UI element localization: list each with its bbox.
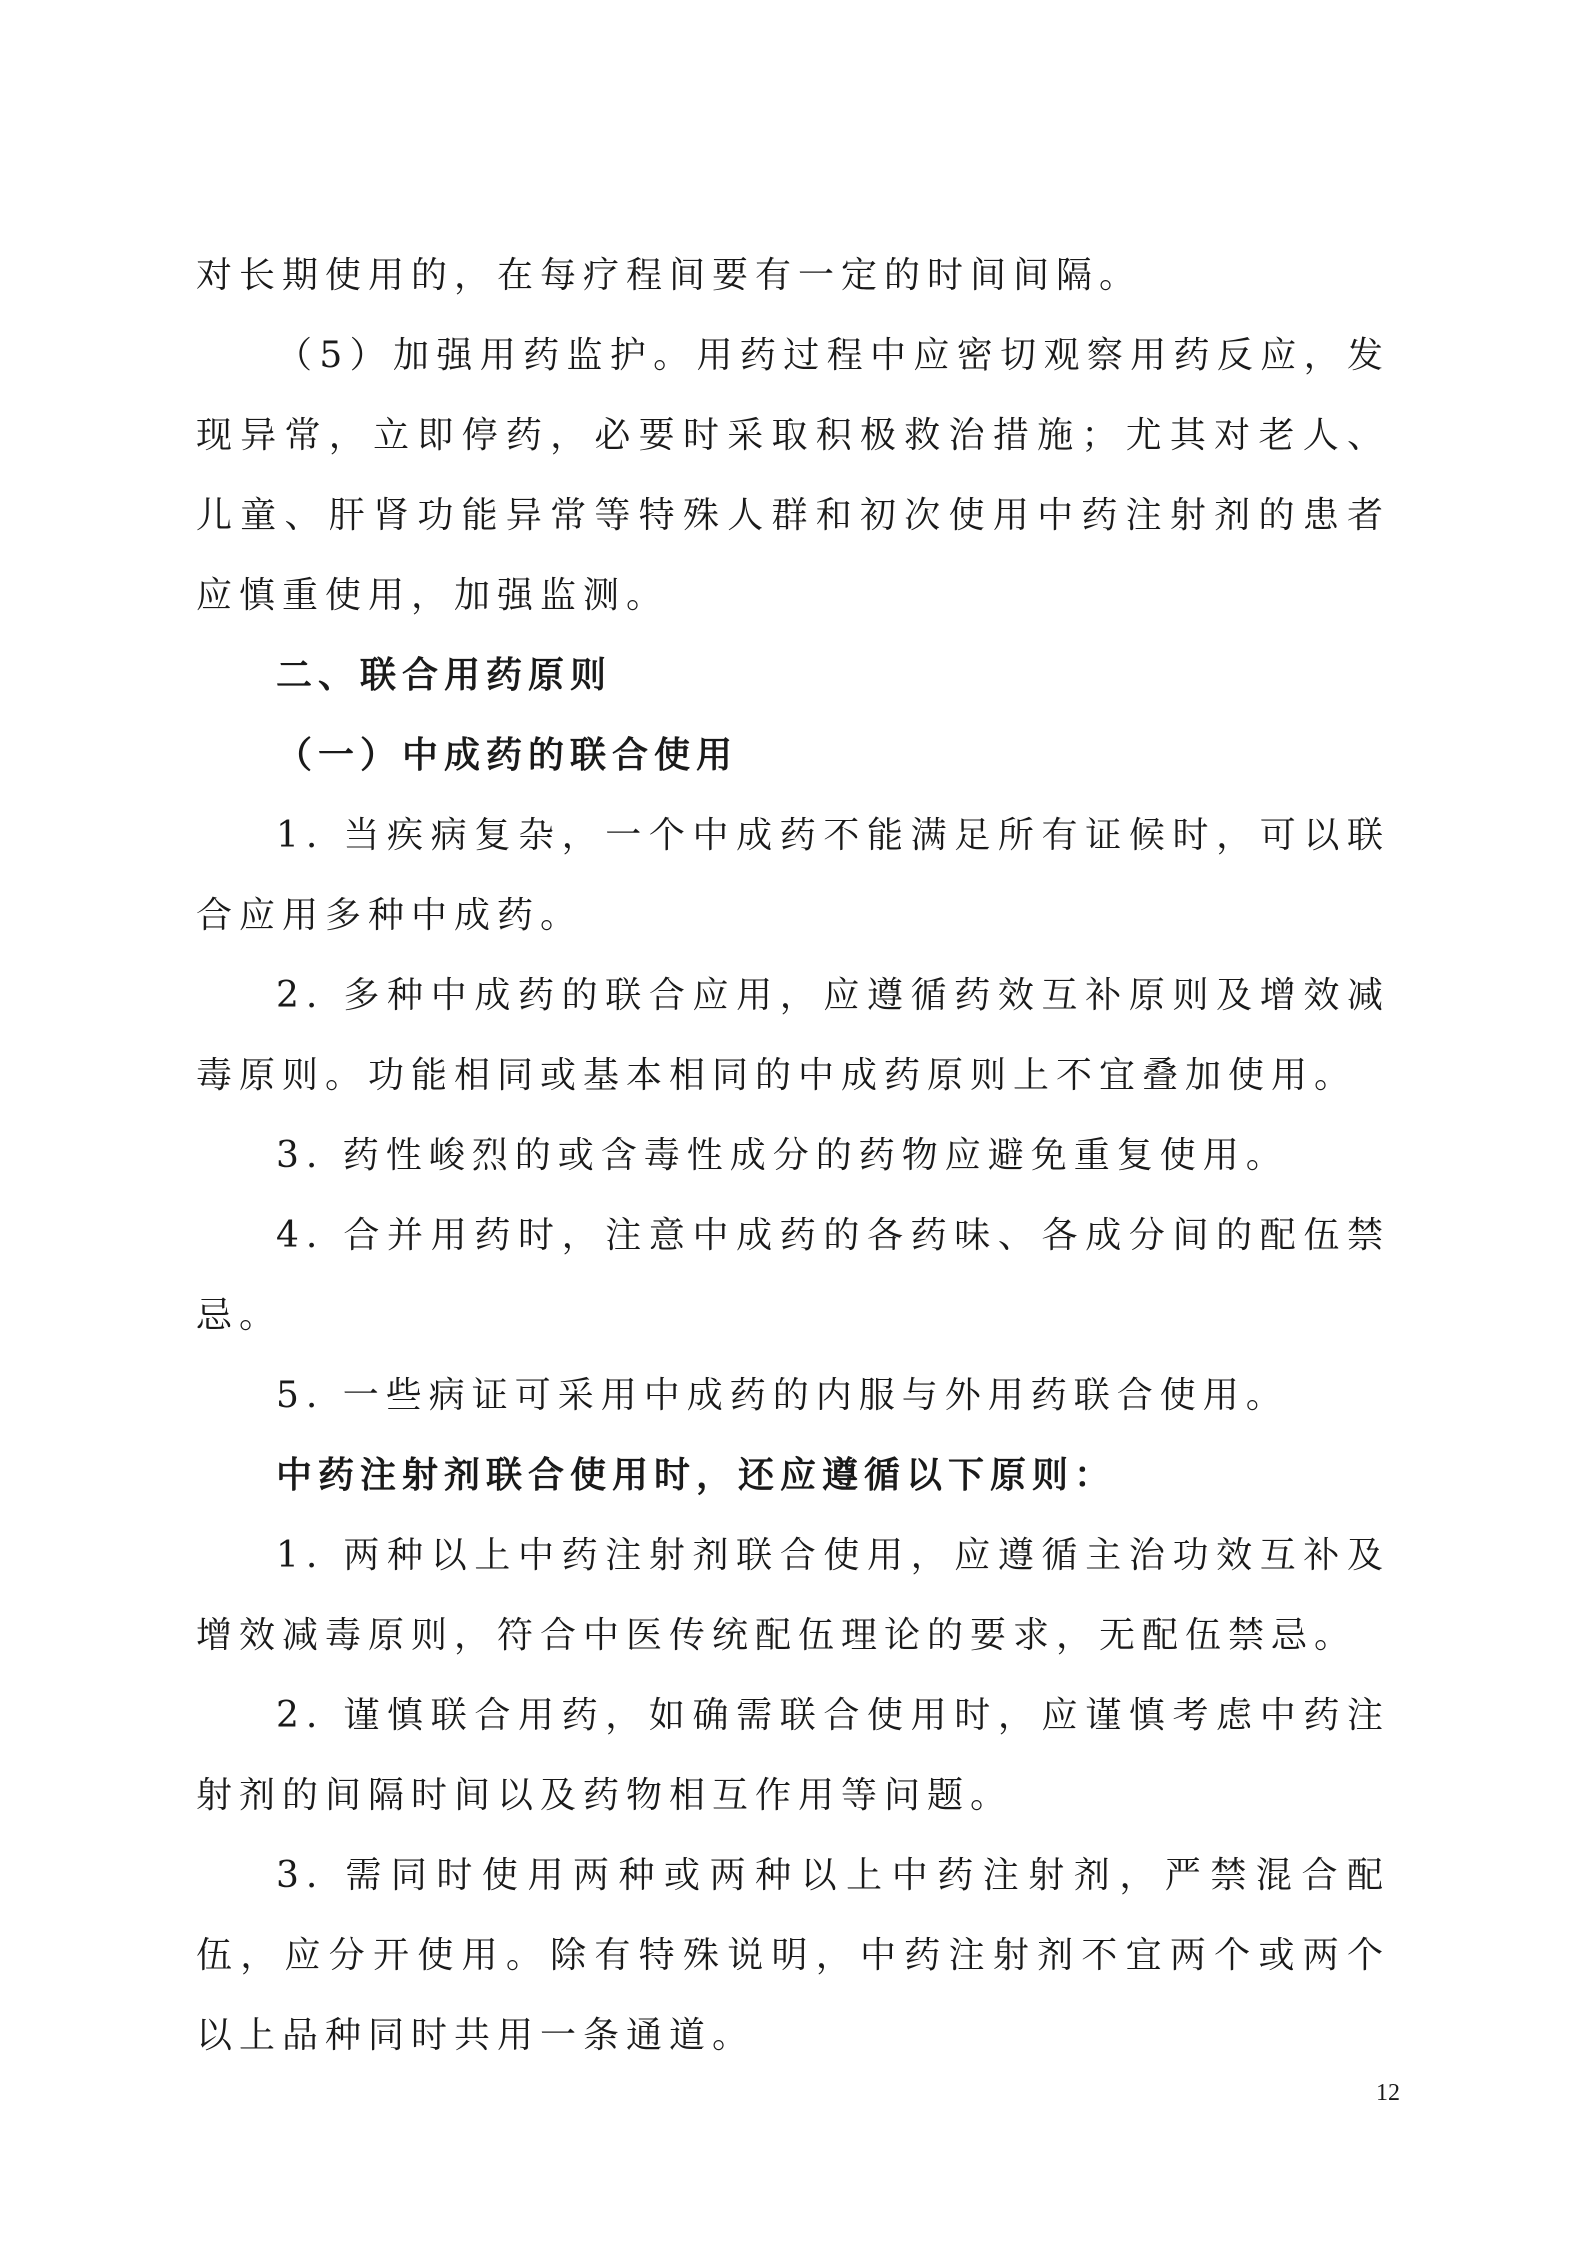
list-item: 1. 两种以上中药注射剂联合使用，应遵循主治功效互补及增效减毒原则，符合中医传统配伍理论的要求，无配伍禁忌。 xyxy=(196,1535,1390,1656)
list-item: 2. 多种中成药的联合应用，应遵循药效互补原则及增效减毒原则。功能相同或基本相同的中成药原则上不宜叠加使用。 xyxy=(196,975,1390,1096)
body-text xyxy=(196,236,1390,2076)
continued-paragraph: 对长期使用的，在每疗程间要有一定的时间间隔。 xyxy=(196,255,1143,296)
page-number: 12 xyxy=(1376,2080,1400,2106)
injection-principles-heading: 中药注射剂联合使用时，还应遵循以下原则： xyxy=(276,1455,1117,1496)
subsection-heading: （一）中成药的联合使用 xyxy=(276,735,739,776)
list-item: 3. 需同时使用两种或两种以上中药注射剂，严禁混合配伍，应分开使用。除有特殊说明，中药注射剂不宜两个或两个以上品种同时共用一条通道。 xyxy=(196,1855,1390,2056)
list-item: 1. 当疾病复杂，一个中成药不能满足所有证候时，可以联合应用多种中成药。 xyxy=(196,815,1390,936)
list-item: 3. 药性峻烈的或含毒性成分的药物应避免重复使用。 xyxy=(276,1135,1289,1176)
list-item: 5. 一些病证可采用中成药的内服与外用药联合使用。 xyxy=(276,1375,1289,1416)
list-item: 4. 合并用药时，注意中成药的各药味、各成分间的配伍禁忌。 xyxy=(196,1215,1390,1336)
list-item: 2. 谨慎联合用药，如确需联合使用时，应谨慎考虑中药注射剂的间隔时间以及药物相互作用等问题。 xyxy=(196,1695,1390,1816)
section-heading: 二、联合用药原则 xyxy=(276,655,613,696)
monitoring-paragraph: （5）加强用药监护。用药过程中应密切观察用药反应，发现异常，立即停药，必要时采取积极救治措施；尤其对老人、儿童、肝肾功能异常等特殊人群和初次使用中药注射剂的患者应慎重使用，加强监测。 xyxy=(196,335,1390,616)
